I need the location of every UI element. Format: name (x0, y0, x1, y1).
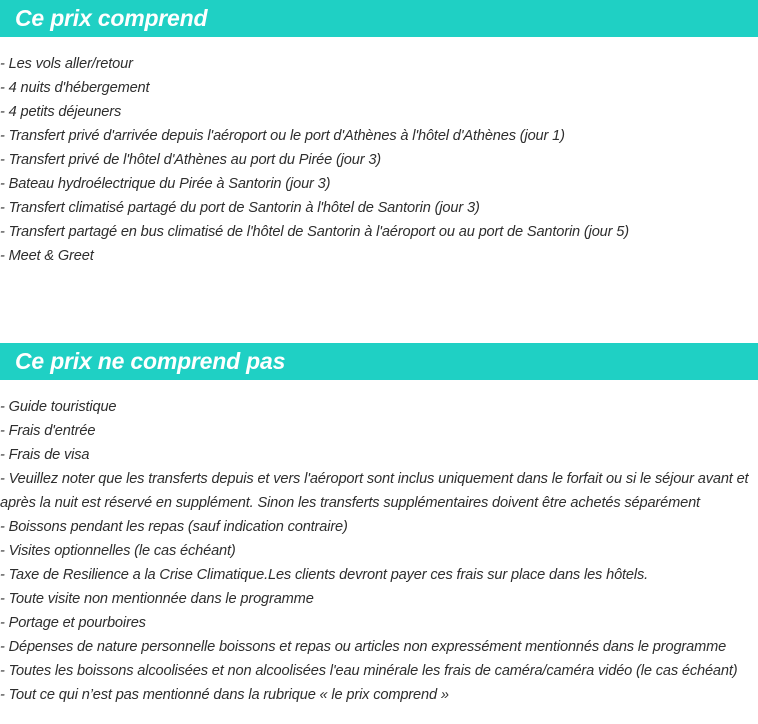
list-item: - Visites optionnelles (le cas échéant) (0, 543, 236, 559)
excluded-items-list (0, 395, 756, 707)
list-item: - 4 petits déjeuners (0, 104, 122, 120)
list-item: - Transfert privé d'arrivée depuis l'aéroport ou le port d'Athènes à l'hôtel d'Athènes (jour 1) (0, 128, 565, 144)
list-item: - Tout ce qui n’est pas mentionné dans la rubrique « le prix comprend » (0, 687, 449, 703)
list-item: - Frais d'entrée (0, 423, 96, 439)
list-item: - Veuillez noter que les transferts depuis et vers l'aéroport sont inclus uniquement dans le forfait ou si le séjour avant et après la nuit est réservé en supplément. Sinon les transferts supplémentaires doivent être achetés séparément (0, 471, 749, 511)
excluded-section-title: Ce prix ne comprend pas (15, 348, 286, 374)
included-items-list (0, 52, 756, 268)
list-item: - Dépenses de nature personnelle boissons et repas ou articles non expressément mentionnés dans le programme (0, 639, 727, 655)
list-item: - Portage et pourboires (0, 615, 146, 631)
list-item: - Bateau hydroélectrique du Pirée à Santorin (jour 3) (0, 176, 331, 192)
list-item: - Les vols aller/retour (0, 56, 133, 72)
list-item: - Boissons pendant les repas (sauf indication contraire) (0, 519, 348, 535)
list-item: - Toute visite non mentionnée dans le programme (0, 591, 314, 607)
list-item: - Frais de visa (0, 447, 90, 463)
list-item: - Transfert privé de l'hôtel d'Athènes au port du Pirée (jour 3) (0, 152, 382, 168)
list-item: - Taxe de Resilience a la Crise Climatique.Les clients devront payer ces frais sur place dans les hôtels. (0, 567, 649, 583)
included-section-header (0, 0, 758, 37)
included-section-title: Ce prix comprend (15, 5, 208, 31)
list-item: - Transfert climatisé partagé du port de Santorin à l'hôtel de Santorin (jour 3) (0, 200, 480, 216)
list-item: - 4 nuits d'hébergement (0, 80, 150, 96)
list-item: - Toutes les boissons alcoolisées et non alcoolisées l'eau minérale les frais de caméra/caméra vidéo (le cas échéant) (0, 663, 738, 679)
list-item: - Meet & Greet (0, 248, 94, 264)
list-item: - Guide touristique (0, 399, 117, 415)
list-item: - Transfert partagé en bus climatisé de l'hôtel de Santorin à l'aéroport ou au port de Santorin (jour 5) (0, 224, 629, 240)
excluded-section-header (0, 343, 758, 380)
